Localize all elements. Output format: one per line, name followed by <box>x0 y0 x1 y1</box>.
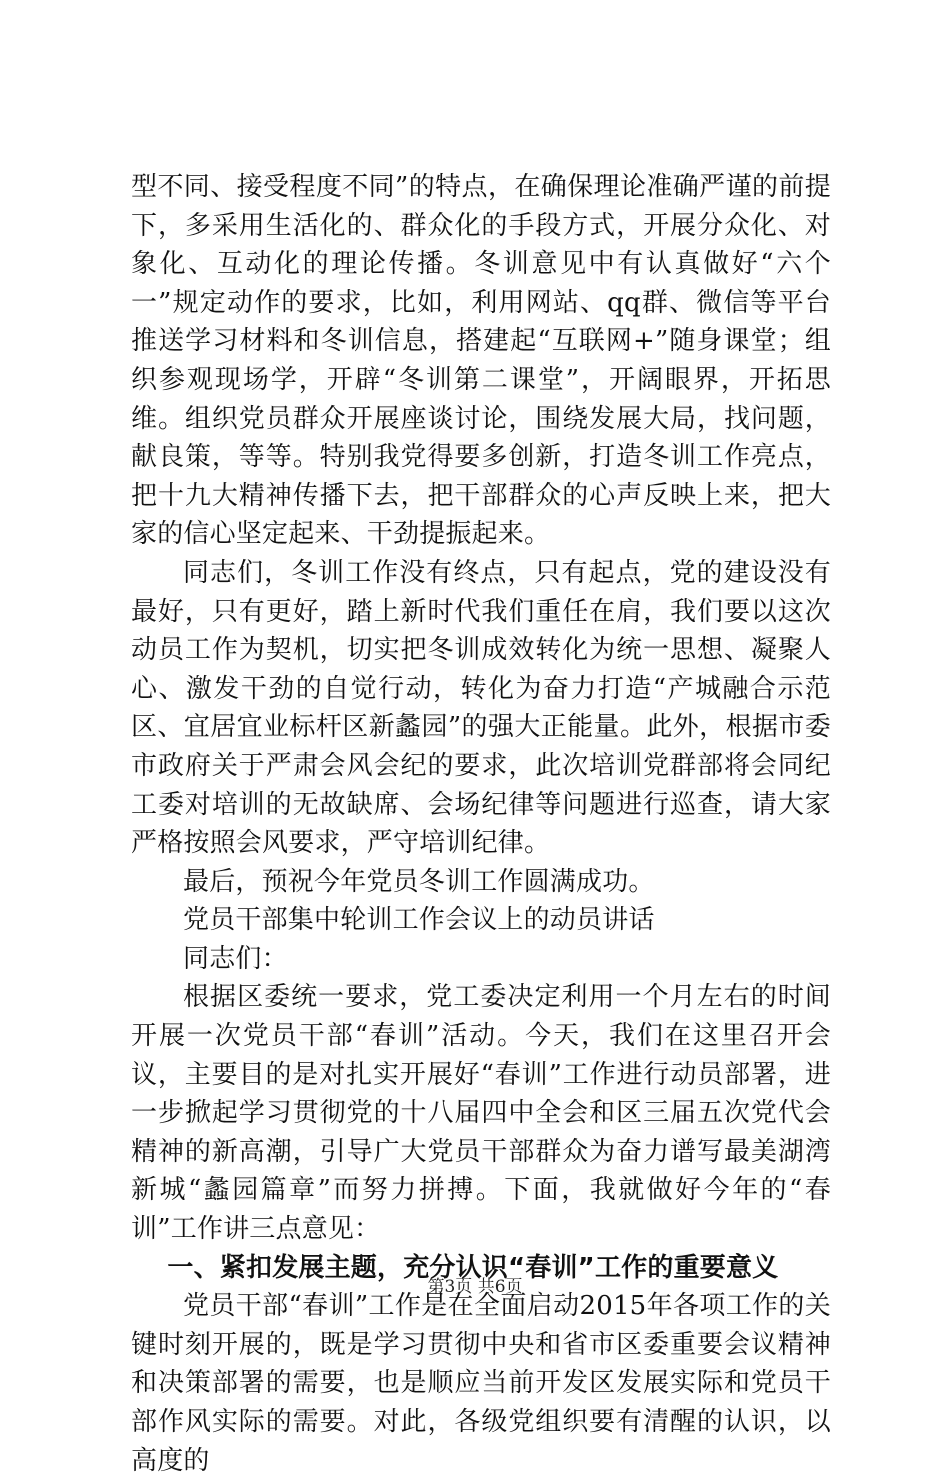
page-number-footer: 第3页 共6页 <box>427 1277 523 1297</box>
section-heading: 一、紧扣发展主题，充分认识“春训”工作的重要意义 <box>167 1252 779 1283</box>
paragraph-wishes: 最后，预祝今年党员冬训工作圆满成功。 <box>183 866 655 897</box>
paragraph-closing-remarks: 同志们，冬训工作没有终点，只有起点，党的建设没有最好，只有更好，踏上新时代我们重任在肩，我们要以这次动员工作为契机，切实把冬训成效转化为统一思想、凝聚人心、激发干劲的自觉行动，转化为奋力打造“产城融合示范区、宜居宜业标杆区新蠡园”的强大正能量。此外，根据市委市政府关于严肃会风会纪的要求，此次培训党群部将会同纪工委对培训的无故缺席、会场纪律等问题进行巡查，请大家严格按照会风要求，严守培训纪律。 <box>131 557 831 859</box>
paragraph-continued: 型不同、接受程度不同”的特点，在确保理论准确严谨的前提下，多采用生活化的、群众化的手段方式，开展分众化、对象化、互动化的理论传播。冬训意见中有认真做好“六个一”规定动作的要求，比如，利用网站、qq群、微信等平台推送学习材料和冬训信息，搭建起“互联网+”随身课堂；组织参观现场学，开辟“冬训第二课堂”，开阔眼界，开拓思维。组织党员群众开展座谈讨论，围绕发展大局，找问题，献良策，等等。特别我党得要多创新，打造冬训工作亮点，把十九大精神传播下去，把干部群众的心声反映上来，把大家的信心坚定起来、干劲提振起来。 <box>131 172 831 550</box>
paragraph-intro: 根据区委统一要求，党工委决定利用一个月左右的时间开展一次党员干部“春训”活动。今天，我们在这里召开会议，主要目的是对扎实开展好“春训”工作进行动员部署，进一步掀起学习贯彻党的十八届四中全会和区三届五次党代会精神的新高潮，引导广大党员干部群众为奋力谱写最美湖湾新城“蠡园篇章”而努力拼搏。下面，我就做好今年的“春训”工作讲三点意见： <box>131 982 831 1245</box>
salutation: 同志们： <box>183 943 288 974</box>
paragraph-section-body: 党员干部“春训”工作是在全面启动2015年各项工作的关键时刻开展的，既是学习贯彻中央和省市区委重要会议精神和决策部署的需要，也是顺应当前开发区发展实际和党员干部作风实际的需要。对此，各级党组织要有清醒的认识，以高度的 <box>131 1291 831 1476</box>
speech-title: 党员干部集中轮训工作会议上的动员讲话 <box>183 905 655 936</box>
